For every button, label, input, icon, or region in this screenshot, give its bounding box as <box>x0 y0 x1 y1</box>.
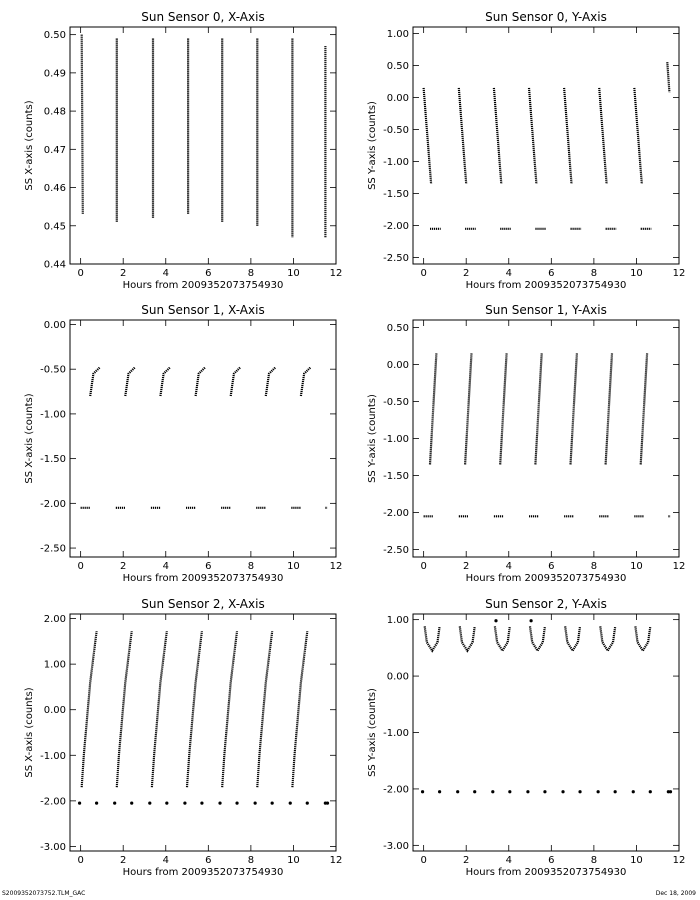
data-series-segment <box>257 631 272 787</box>
y-tick-label: -1.50 <box>383 471 409 483</box>
data-series-segment <box>634 88 642 184</box>
data-point <box>95 802 98 805</box>
y-tick-label: -2.00 <box>383 221 409 233</box>
data-point <box>614 790 617 793</box>
chart-title: Sun Sensor 2, Y-Axis <box>485 597 607 611</box>
x-tick-label: 4 <box>162 561 169 572</box>
chart-6 <box>367 597 685 878</box>
y-tick-label: 0.45 <box>43 221 66 233</box>
chart-title: Sun Sensor 1, Y-Axis <box>485 303 607 317</box>
data-series-segment <box>82 35 83 215</box>
x-tick-label: 0 <box>420 561 427 572</box>
data-point <box>649 790 652 793</box>
data-series-segment <box>160 367 170 396</box>
y-axis-label: SS X-axis (counts) <box>24 393 35 484</box>
data-point <box>578 790 581 793</box>
plot-frame <box>413 320 679 557</box>
y-tick-label: -2.00 <box>383 508 409 520</box>
data-series-segment <box>82 631 97 787</box>
x-tick-label: 8 <box>590 561 598 572</box>
data-point <box>530 619 533 622</box>
y-tick-label: -0.50 <box>383 124 409 136</box>
y-tick-label: 0.49 <box>43 68 66 80</box>
x-axis-label: Hours from 2009352073754930 <box>465 867 627 878</box>
chart-title: Sun Sensor 1, X-Axis <box>141 303 265 317</box>
chart-title: Sun Sensor 0, Y-Axis <box>485 10 607 24</box>
data-series-segment <box>459 88 466 184</box>
chart-5 <box>24 597 342 878</box>
data-point <box>254 802 257 805</box>
plot-frame <box>70 27 336 264</box>
x-tick-label: 10 <box>630 268 643 279</box>
data-series-segment <box>430 353 436 464</box>
y-tick-label: 0.00 <box>386 92 409 104</box>
data-point <box>508 790 511 793</box>
x-tick-label: 8 <box>590 268 598 279</box>
y-tick-label: 0.00 <box>386 671 409 683</box>
y-tick-label: -3.00 <box>40 841 66 853</box>
y-tick-label: -1.00 <box>40 409 66 421</box>
data-series-segment <box>460 626 475 650</box>
y-tick-label: 0.50 <box>43 30 66 42</box>
x-axis-label: Hours from 2009352073754930 <box>122 280 284 291</box>
data-series-segment <box>667 62 669 92</box>
y-tick-label: 0.00 <box>386 359 409 371</box>
data-series-segment <box>292 631 307 787</box>
y-tick-label: -2.50 <box>40 543 66 555</box>
x-tick-label: 10 <box>630 855 643 866</box>
x-tick-label: 4 <box>162 268 169 279</box>
x-tick-label: 2 <box>120 855 127 866</box>
data-series-segment <box>565 626 580 650</box>
data-series-segment <box>424 88 432 184</box>
data-point <box>130 802 133 805</box>
data-series-segment <box>125 367 135 396</box>
y-tick-label: -1.00 <box>383 434 409 445</box>
y-tick-label: -1.50 <box>383 189 409 201</box>
y-tick-label: 0.50 <box>386 322 409 334</box>
data-point <box>289 802 292 805</box>
x-axis-label: Hours from 2009352073754930 <box>122 867 284 878</box>
x-tick-label: 10 <box>287 855 300 866</box>
data-point <box>456 790 459 793</box>
x-tick-label: 0 <box>77 561 84 572</box>
data-series-segment <box>231 367 241 396</box>
data-point <box>78 802 81 805</box>
data-point <box>473 790 476 793</box>
y-tick-label: 1.00 <box>43 659 66 671</box>
x-tick-label: 6 <box>548 268 555 279</box>
y-tick-label: -2.00 <box>40 498 66 510</box>
x-tick-label: 0 <box>420 268 427 279</box>
data-point <box>200 802 203 805</box>
x-tick-label: 12 <box>672 855 686 866</box>
y-tick-label: -0.50 <box>40 364 66 376</box>
x-tick-label: 0 <box>420 855 427 866</box>
data-series-segment <box>465 353 471 464</box>
data-point <box>235 802 238 805</box>
x-tick-label: 4 <box>505 855 512 866</box>
y-tick-label: 1.00 <box>386 615 409 627</box>
x-axis-label: Hours from 2009352073754930 <box>465 280 627 291</box>
x-tick-label: 8 <box>247 268 255 279</box>
chart-1 <box>24 10 342 291</box>
y-tick-label: -2.50 <box>383 545 409 557</box>
chart-3 <box>24 303 342 584</box>
x-tick-label: 8 <box>590 855 598 866</box>
data-series-segment <box>500 353 506 464</box>
data-point <box>494 619 497 622</box>
y-tick-label: 0.44 <box>43 259 66 271</box>
data-point <box>438 790 441 793</box>
y-axis-label: SS X-axis (counts) <box>24 100 35 191</box>
y-tick-label: -1.50 <box>40 454 66 466</box>
data-series-segment <box>641 353 647 464</box>
data-series-segment <box>530 626 545 650</box>
y-tick-label: -1.00 <box>40 750 66 762</box>
x-tick-label: 12 <box>329 561 343 572</box>
x-tick-label: 10 <box>630 561 643 572</box>
data-point <box>326 802 329 805</box>
data-point <box>526 790 529 793</box>
y-axis-label: SS Y-axis (counts) <box>367 101 378 190</box>
data-series-segment <box>266 367 276 396</box>
data-point <box>597 790 600 793</box>
footer-date: Dec 18, 2009 <box>655 890 696 897</box>
chart-2 <box>367 10 685 291</box>
data-series-segment <box>495 626 510 650</box>
data-series-segment <box>90 367 100 396</box>
chart-4 <box>367 303 685 584</box>
data-point <box>165 802 168 805</box>
data-series-segment <box>599 88 606 184</box>
y-tick-label: 1.00 <box>386 28 409 40</box>
data-point <box>421 790 424 793</box>
chart-title: Sun Sensor 0, X-Axis <box>141 10 265 24</box>
data-series-segment <box>196 367 206 396</box>
data-point <box>183 802 186 805</box>
x-tick-label: 6 <box>205 268 212 279</box>
y-tick-label: -1.00 <box>383 157 409 169</box>
data-series-segment <box>529 88 536 184</box>
y-tick-label: -1.00 <box>383 728 409 739</box>
data-series-segment <box>494 88 501 184</box>
data-series-segment <box>606 353 612 464</box>
y-tick-label: -2.00 <box>40 796 66 808</box>
footer-file-name: S2009352073752.TLM_GAC <box>2 890 86 897</box>
x-tick-label: 6 <box>205 561 212 572</box>
y-tick-label: -2.00 <box>383 784 409 796</box>
data-series-segment <box>301 367 311 396</box>
data-series-segment <box>564 88 571 184</box>
x-tick-label: 4 <box>505 268 512 279</box>
chart-title: Sun Sensor 2, X-Axis <box>141 597 265 611</box>
y-tick-label: 2.00 <box>43 614 66 626</box>
x-axis-label: Hours from 2009352073754930 <box>465 573 627 584</box>
x-tick-label: 10 <box>287 268 300 279</box>
x-tick-label: 12 <box>672 561 686 572</box>
x-tick-label: 6 <box>205 855 212 866</box>
data-series-segment <box>425 626 440 650</box>
y-axis-label: SS Y-axis (counts) <box>367 688 378 777</box>
y-tick-label: 0.00 <box>43 319 66 331</box>
y-tick-label: -3.00 <box>383 840 409 852</box>
data-point <box>669 790 672 793</box>
data-point <box>306 802 309 805</box>
x-tick-label: 4 <box>162 855 169 866</box>
x-tick-label: 2 <box>463 855 470 866</box>
x-tick-label: 12 <box>329 268 343 279</box>
y-tick-label: 0.50 <box>386 60 409 72</box>
data-series-segment <box>187 631 202 787</box>
data-series-segment <box>571 353 577 464</box>
y-tick-label: 0.46 <box>43 183 66 195</box>
data-point <box>271 802 274 805</box>
y-tick-label: -2.50 <box>383 253 409 265</box>
x-tick-label: 4 <box>505 561 512 572</box>
data-series-segment <box>535 353 541 464</box>
x-tick-label: 12 <box>672 268 686 279</box>
y-tick-label: 0.00 <box>43 705 66 717</box>
x-tick-label: 2 <box>463 268 470 279</box>
x-tick-label: 6 <box>548 561 555 572</box>
plot-frame <box>413 614 679 851</box>
x-tick-label: 6 <box>548 855 555 866</box>
y-tick-label: -0.50 <box>383 396 409 408</box>
y-axis-label: SS Y-axis (counts) <box>367 394 378 483</box>
y-axis-label: SS X-axis (counts) <box>24 687 35 778</box>
x-tick-label: 0 <box>77 855 84 866</box>
x-tick-label: 10 <box>287 561 300 572</box>
data-series-segment <box>152 631 167 787</box>
data-series-segment <box>635 626 650 650</box>
x-tick-label: 12 <box>329 855 343 866</box>
data-point <box>543 790 546 793</box>
data-series-segment <box>117 631 132 787</box>
data-point <box>148 802 151 805</box>
data-point <box>113 802 116 805</box>
y-tick-label: 0.48 <box>43 106 66 118</box>
data-point <box>632 790 635 793</box>
plot-frame <box>70 320 336 557</box>
data-series-segment <box>222 631 237 787</box>
data-series-segment <box>600 626 615 650</box>
x-tick-label: 8 <box>247 561 255 572</box>
data-point <box>561 790 564 793</box>
data-point <box>491 790 494 793</box>
x-tick-label: 2 <box>120 561 127 572</box>
y-tick-label: 0.47 <box>43 144 66 156</box>
x-tick-label: 2 <box>463 561 470 572</box>
data-point <box>218 802 221 805</box>
x-tick-label: 2 <box>120 268 127 279</box>
x-tick-label: 0 <box>77 268 84 279</box>
x-tick-label: 8 <box>247 855 255 866</box>
x-axis-label: Hours from 2009352073754930 <box>122 573 284 584</box>
